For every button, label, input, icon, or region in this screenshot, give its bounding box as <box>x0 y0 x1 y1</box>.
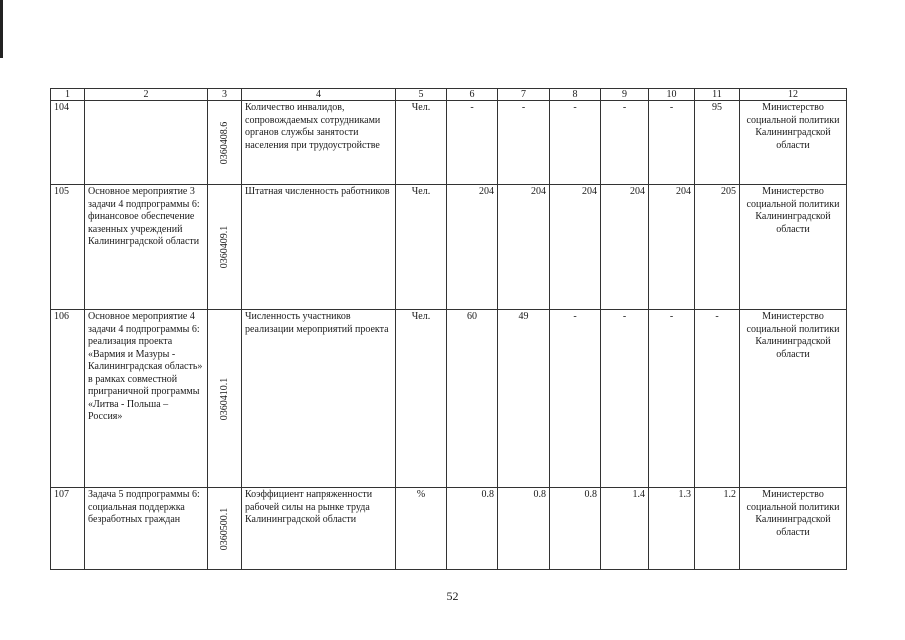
row-number: 105 <box>51 185 85 310</box>
col-header-9: 9 <box>601 89 649 101</box>
responsible-body: Министерство социальной политики Калининградской области <box>740 185 847 310</box>
value-col-10: - <box>649 310 695 488</box>
event-description: Основное мероприятие 4 задачи 4 подпрограммы 6: реализация проекта «Вармия и Мазуры - Калининградская область» в рамках совместной приграничной программы «Литва - Польша – Россия» <box>85 310 208 488</box>
col-header-7: 7 <box>498 89 550 101</box>
row-number: 106 <box>51 310 85 488</box>
value-col-8: 0.8 <box>550 488 601 570</box>
value-col-6: 204 <box>447 185 498 310</box>
budget-code <box>208 101 242 185</box>
budget-code <box>208 488 242 570</box>
col-header-3: 3 <box>208 89 242 101</box>
value-col-9: 204 <box>601 185 649 310</box>
responsible-body: Министерство социальной политики Калининградской области <box>740 101 847 185</box>
event-description: Основное мероприятие 3 задачи 4 подпрограммы 6: финансовое обеспечение казенных учреждений Калининградской области <box>85 185 208 310</box>
budget-code-text: 0360408.6 <box>218 121 230 164</box>
value-col-6: 60 <box>447 310 498 488</box>
value-col-8: - <box>550 101 601 185</box>
unit: % <box>396 488 447 570</box>
value-col-9: - <box>601 310 649 488</box>
value-col-11: 1.2 <box>695 488 740 570</box>
indicator-name: Количество инвалидов, сопровождаемых сотрудниками органов службы занятости населения при трудоустройстве <box>242 101 396 185</box>
col-header-10: 10 <box>649 89 695 101</box>
indicator-name: Штатная численность работников <box>242 185 396 310</box>
indicator-name: Коэффициент напряженности рабочей силы на рынке труда Калининградской области <box>242 488 396 570</box>
budget-code <box>208 185 242 310</box>
budget-code-text: 0360409.1 <box>218 225 230 269</box>
row-number: 104 <box>51 101 85 185</box>
value-col-7: 204 <box>498 185 550 310</box>
value-col-6: - <box>447 101 498 185</box>
value-col-11: 205 <box>695 185 740 310</box>
table-row <box>51 488 847 570</box>
value-col-8: - <box>550 310 601 488</box>
unit: Чел. <box>396 310 447 488</box>
budget-code-text: 0360500.1 <box>218 507 230 550</box>
event-description: Задача 5 подпрограммы 6: социальная поддержка безработных граждан <box>85 488 208 570</box>
value-col-11: 95 <box>695 101 740 185</box>
value-col-10: - <box>649 101 695 185</box>
col-header-12: 12 <box>740 89 847 101</box>
value-col-9: - <box>601 101 649 185</box>
value-col-7: - <box>498 101 550 185</box>
table-row <box>51 101 847 185</box>
value-col-10: 1.3 <box>649 488 695 570</box>
indicator-name: Численность участников реализации мероприятий проекта <box>242 310 396 488</box>
responsible-body: Министерство социальной политики Калининградской области <box>740 488 847 570</box>
indicators-table <box>50 88 847 570</box>
value-col-10: 204 <box>649 185 695 310</box>
col-header-2: 2 <box>85 89 208 101</box>
responsible-body: Министерство социальной политики Калининградской области <box>740 310 847 488</box>
col-header-1: 1 <box>51 89 85 101</box>
table-row <box>51 310 847 488</box>
value-col-6: 0.8 <box>447 488 498 570</box>
row-number: 107 <box>51 488 85 570</box>
table-row <box>51 185 847 310</box>
column-number-row <box>51 89 847 101</box>
col-header-8: 8 <box>550 89 601 101</box>
budget-code-text: 0360410.1 <box>218 377 230 420</box>
value-col-8: 204 <box>550 185 601 310</box>
page-number: 52 <box>446 589 459 603</box>
scan-edge-mark <box>0 0 3 58</box>
value-col-9: 1.4 <box>601 488 649 570</box>
col-header-6: 6 <box>447 89 498 101</box>
unit: Чел. <box>396 185 447 310</box>
unit: Чел. <box>396 101 447 185</box>
col-header-11: 11 <box>695 89 740 101</box>
budget-code <box>208 310 242 488</box>
col-header-4: 4 <box>242 89 396 101</box>
value-col-11: - <box>695 310 740 488</box>
value-col-7: 0.8 <box>498 488 550 570</box>
event-description <box>85 101 208 185</box>
col-header-5: 5 <box>396 89 447 101</box>
value-col-7: 49 <box>498 310 550 488</box>
